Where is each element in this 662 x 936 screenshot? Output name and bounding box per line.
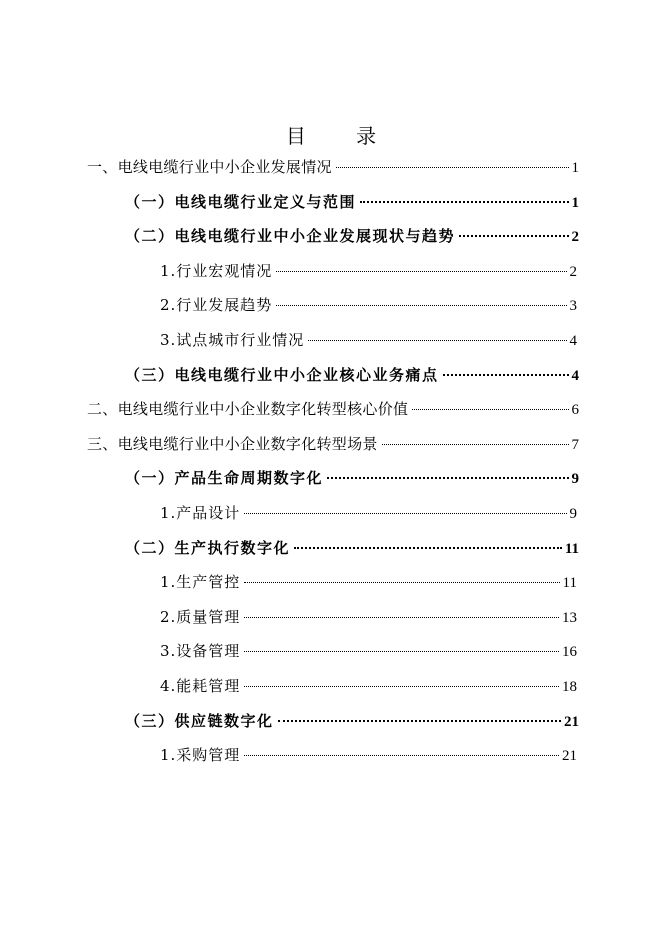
toc-page-number: 6 <box>571 402 579 419</box>
toc-entry[interactable] <box>160 639 577 663</box>
toc-page-number: 1 <box>571 194 579 211</box>
toc-dot-leader <box>276 271 566 272</box>
toc-dot-leader <box>244 513 566 514</box>
toc-page-number: 1 <box>571 160 579 176</box>
toc-dot-leader <box>294 547 562 549</box>
toc-dot-leader <box>244 755 559 756</box>
toc-page-number: 13 <box>562 609 577 626</box>
toc-entry-label: （二）生产执行数字化 <box>125 538 291 557</box>
toc-dot-leader <box>382 444 569 445</box>
toc-entry-label: 2.行业发展趋势 <box>160 296 273 315</box>
toc-page-number: 4 <box>569 333 577 349</box>
toc-entry[interactable] <box>87 432 579 456</box>
toc-page-number: 11 <box>562 575 577 592</box>
toc-page-number: 11 <box>564 540 579 557</box>
toc-dot-leader <box>278 720 561 722</box>
toc-entry-label: 三、电线电缆行业中小企业数字化转型场景 <box>87 434 378 453</box>
toc-page-number: 7 <box>571 436 579 453</box>
toc-entry[interactable] <box>125 466 579 490</box>
toc-entry-label: 二、电线电缆行业中小企业数字化转型核心价值 <box>87 400 409 419</box>
toc-entry[interactable] <box>87 397 579 421</box>
toc-entry-label: 3.设备管理 <box>160 642 241 661</box>
toc-entry-label: 1.产品设计 <box>160 504 241 522</box>
toc-entry-label: （一）电线电缆行业定义与范围 <box>125 192 357 211</box>
toc-dot-leader <box>244 686 559 687</box>
toc-entry[interactable] <box>160 501 577 525</box>
toc-dot-leader <box>244 582 559 583</box>
toc-entry[interactable] <box>125 363 579 387</box>
toc-entry[interactable] <box>160 743 577 767</box>
toc-entry[interactable] <box>160 328 577 352</box>
toc-entry[interactable] <box>160 605 577 629</box>
toc-entry-label: 3.试点城市行业情况 <box>160 331 305 349</box>
toc-page-number: 2 <box>571 229 579 246</box>
toc-entry[interactable] <box>125 224 579 248</box>
toc-title: 目 录 <box>285 124 399 148</box>
toc-entry[interactable] <box>160 674 577 698</box>
toc-page-number: 9 <box>569 506 577 522</box>
toc-entry-label: 4.能耗管理 <box>160 677 241 695</box>
toc-page-number: 3 <box>569 298 577 315</box>
toc-dot-leader <box>308 340 566 341</box>
toc-entry-label: 1.生产管控 <box>160 573 241 592</box>
toc-dot-leader <box>360 201 568 203</box>
toc-entry-label: （三）供应链数字化 <box>125 711 274 730</box>
toc-entry-label: 1.采购管理 <box>160 746 241 765</box>
toc-entry-label: 2.质量管理 <box>160 607 241 626</box>
toc-entry[interactable] <box>160 259 577 283</box>
toc-page-number: 16 <box>562 644 577 661</box>
toc-dot-leader <box>244 651 559 652</box>
toc-entry[interactable] <box>125 536 579 560</box>
toc-entry-label: （三）电线电缆行业中小企业核心业务痛点 <box>125 365 439 384</box>
toc-entry-label: 1.行业宏观情况 <box>160 261 273 280</box>
toc-dot-leader <box>244 617 559 618</box>
toc-entry[interactable] <box>160 570 577 594</box>
toc-entry[interactable] <box>160 293 577 317</box>
toc-page-number: 18 <box>562 679 577 695</box>
toc-entry[interactable] <box>125 709 579 733</box>
toc-entry[interactable] <box>125 190 579 214</box>
toc-entry-label: 一、电线电缆行业中小企业发展情况 <box>87 158 332 176</box>
toc-entry-label: （二）电线电缆行业中小企业发展现状与趋势 <box>125 227 456 246</box>
toc-page-number: 9 <box>571 471 579 488</box>
toc-page-number: 21 <box>562 748 577 765</box>
toc-entry[interactable] <box>87 155 579 179</box>
toc-dot-leader <box>443 374 569 376</box>
toc-page-number: 21 <box>564 713 579 730</box>
toc-dot-leader <box>412 409 568 410</box>
toc-dot-leader <box>276 305 566 306</box>
toc-dot-leader <box>327 477 568 479</box>
toc-page-number: 4 <box>571 367 579 384</box>
toc-page-number: 2 <box>569 263 577 280</box>
toc-dot-leader <box>336 167 569 168</box>
toc-dot-leader <box>459 235 568 237</box>
toc-entry-label: （一）产品生命周期数字化 <box>125 469 324 488</box>
